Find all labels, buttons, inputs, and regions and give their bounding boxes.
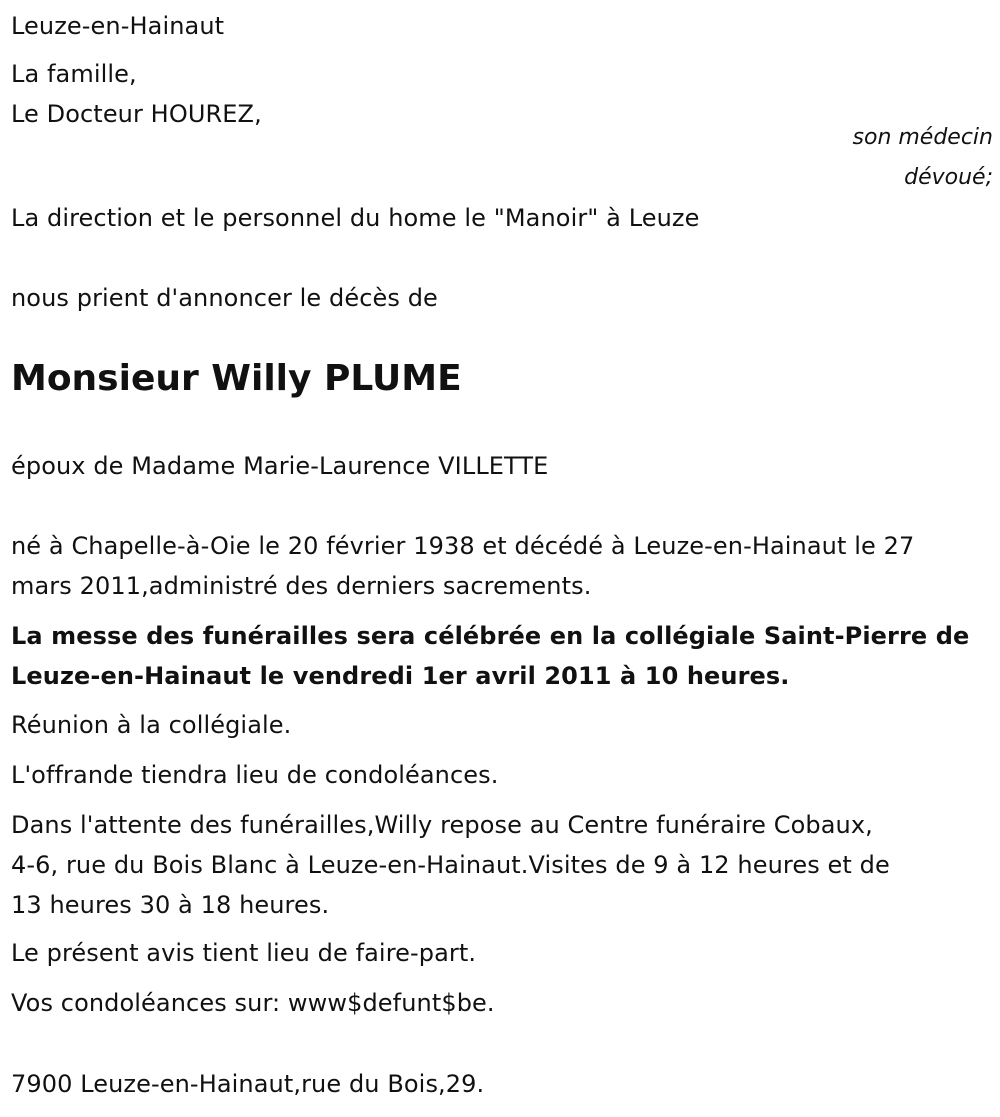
announcer-family: La famille, bbox=[11, 60, 137, 88]
doctor-note-line-1: son médecin bbox=[852, 125, 993, 150]
rest-line-1: Dans l'attente des funérailles,Willy repose au Centre funéraire Cobaux, bbox=[11, 811, 873, 839]
notice-line: Le présent avis tient lieu de faire-part. bbox=[11, 939, 477, 967]
location-heading: Leuze-en-Hainaut bbox=[11, 12, 225, 40]
deceased-name: Monsieur Willy PLUME bbox=[11, 358, 462, 399]
announcement-text: nous prient d'annoncer le décès de bbox=[11, 284, 438, 312]
funeral-mass-line-1: La messe des funérailles sera célébrée en la collégiale Saint-Pierre de bbox=[11, 622, 970, 650]
spouse-line: époux de Madame Marie-Laurence VILLETTE bbox=[11, 452, 549, 480]
rest-line-3: 13 heures 30 à 18 heures. bbox=[11, 891, 330, 919]
announcer-home-staff: La direction et le personnel du home le "Manoir" à Leuze bbox=[11, 204, 700, 232]
doctor-note-line-2: dévoué; bbox=[904, 165, 993, 190]
condolences-line: Vos condoléances sur: www$defunt$be. bbox=[11, 989, 495, 1017]
birth-death-line-1: né à Chapelle-à-Oie le 20 février 1938 et décédé à Leuze-en-Hainaut le 27 bbox=[11, 532, 915, 560]
address-line: 7900 Leuze-en-Hainaut,rue du Bois,29. bbox=[11, 1070, 485, 1098]
rest-line-2: 4-6, rue du Bois Blanc à Leuze-en-Hainaut.Visites de 9 à 12 heures et de bbox=[11, 851, 890, 879]
offering-line: L'offrande tiendra lieu de condoléances. bbox=[11, 761, 499, 789]
announcer-doctor: Le Docteur HOUREZ, bbox=[11, 100, 262, 128]
funeral-mass-line-2: Leuze-en-Hainaut le vendredi 1er avril 2011 à 10 heures. bbox=[11, 662, 790, 690]
birth-death-line-2: mars 2011,administré des derniers sacrements. bbox=[11, 572, 592, 600]
meeting-line: Réunion à la collégiale. bbox=[11, 711, 292, 739]
